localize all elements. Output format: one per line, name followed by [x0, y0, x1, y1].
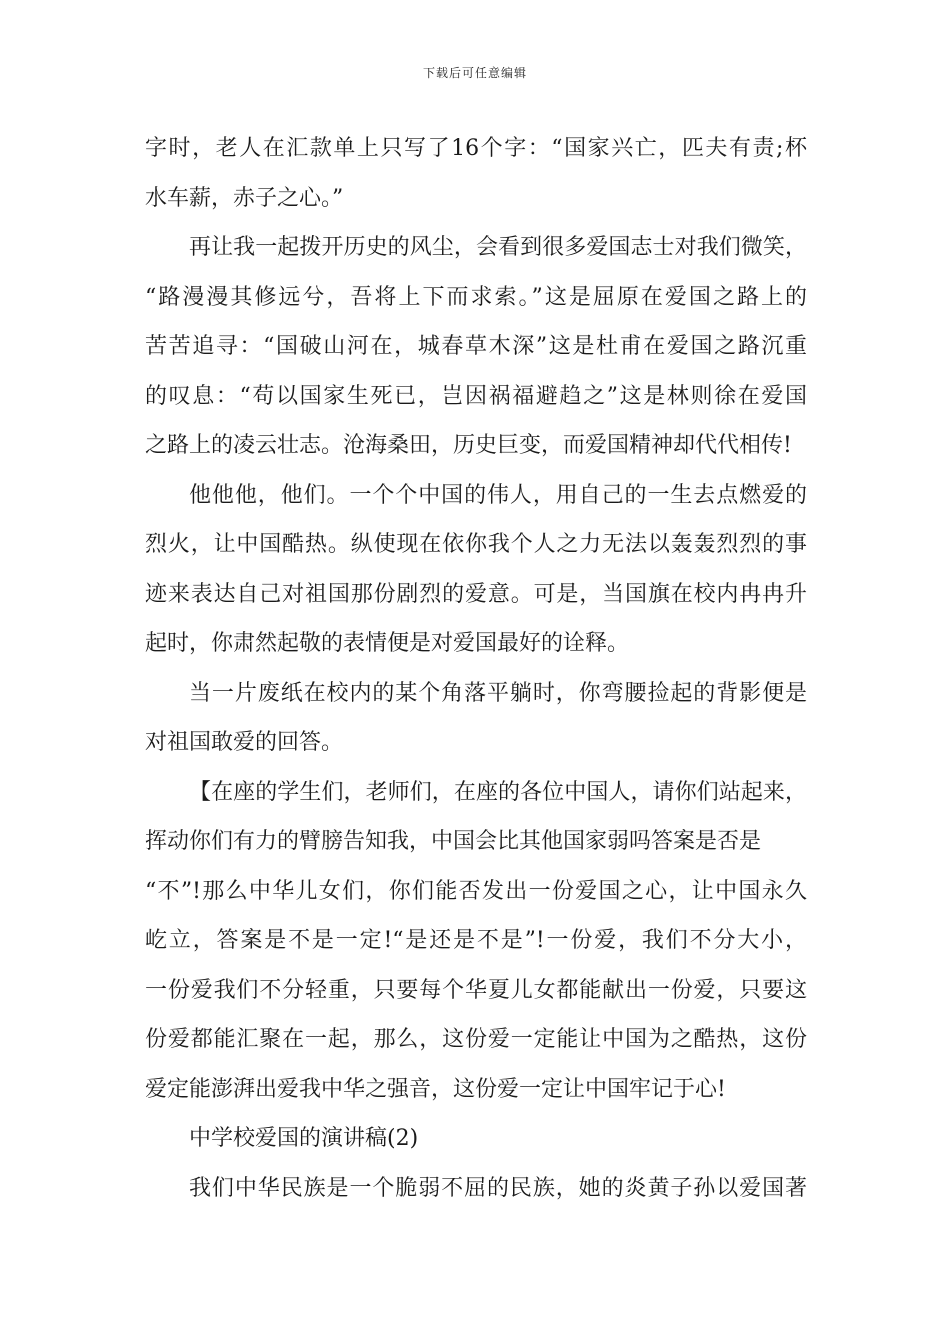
text-line: 【在座的学生们，老师们，在座的各位中国人，请你们站起来， [189, 779, 807, 805]
text-line: 对祖国敢爱的回答。 [145, 730, 344, 755]
section-heading: 中学校爱国的演讲稿(2) [189, 1126, 419, 1151]
text-line: 的叹息：“苟以国家生死已，岂因祸福避趋之”这是林则徐在爱国 [145, 383, 807, 409]
text-line: 份爱都能汇聚在一起，那么，这份爱一定能让中国为之酷热，这份 [145, 1027, 807, 1052]
text-line: 屹立，答案是不是一定!“是还是不是”!一份爱，我们不分大小， [145, 928, 807, 953]
text-line: 烈火，让中国酷热。纵使现在依你我个人之力无法以轰轰烈烈的事 [145, 532, 807, 557]
text-line: 他他他，他们。一个个中国的伟人，用自己的一生去点燃爱的 [189, 482, 807, 508]
text-line: “不”!那么中华儿女们，你们能否发出一份爱国之心，让中国永久 [145, 878, 807, 904]
text-line: 当一片废纸在校内的某个角落平躺时，你弯腰捡起的背影便是 [189, 680, 807, 706]
text-line: 起时，你肃然起敬的表情便是对爱国最好的诠释。 [145, 631, 630, 656]
text-line: 爱定能澎湃出爱我中华之强音，这份爱一定让中国牢记于心! [145, 1076, 726, 1102]
text-line: 之路上的凌云壮志。沧海桑田，历史巨变，而爱国精神却代代相传! [145, 433, 792, 458]
text-line: 字时，老人在汇款单上只写了16个字：“国家兴亡，匹夫有责;杯 [145, 136, 807, 161]
text-line: 挥动你们有力的臂膀告知我，中国会比其他国家弱吗答案是否是 [145, 829, 762, 854]
text-line: 再让我一起拨开历史的风尘，会看到很多爱国志士对我们微笑， [189, 235, 807, 260]
text-line: 一份爱我们不分轻重，只要每个华夏儿女都能献出一份爱，只要这 [145, 977, 807, 1003]
text-line: “路漫漫其修远兮，吾将上下而求索。”这是屈原在爱国之路上的 [145, 284, 807, 310]
text-line: 我们中华民族是一个脆弱不屈的民族，她的炎黄子孙以爱国著 [189, 1175, 807, 1201]
text-line: 水车薪，赤子之心。” [145, 185, 344, 211]
document-body [145, 124, 807, 1213]
text-line: 苦苦追寻：“国破山河在，城春草木深”这是杜甫在爱国之路沉重 [145, 334, 807, 359]
text-line: 迹来表达自己对祖国那份剧烈的爱意。可是，当国旗在校内冉冉升 [145, 581, 807, 607]
page-header: 下载后可任意编辑 [422, 66, 527, 80]
